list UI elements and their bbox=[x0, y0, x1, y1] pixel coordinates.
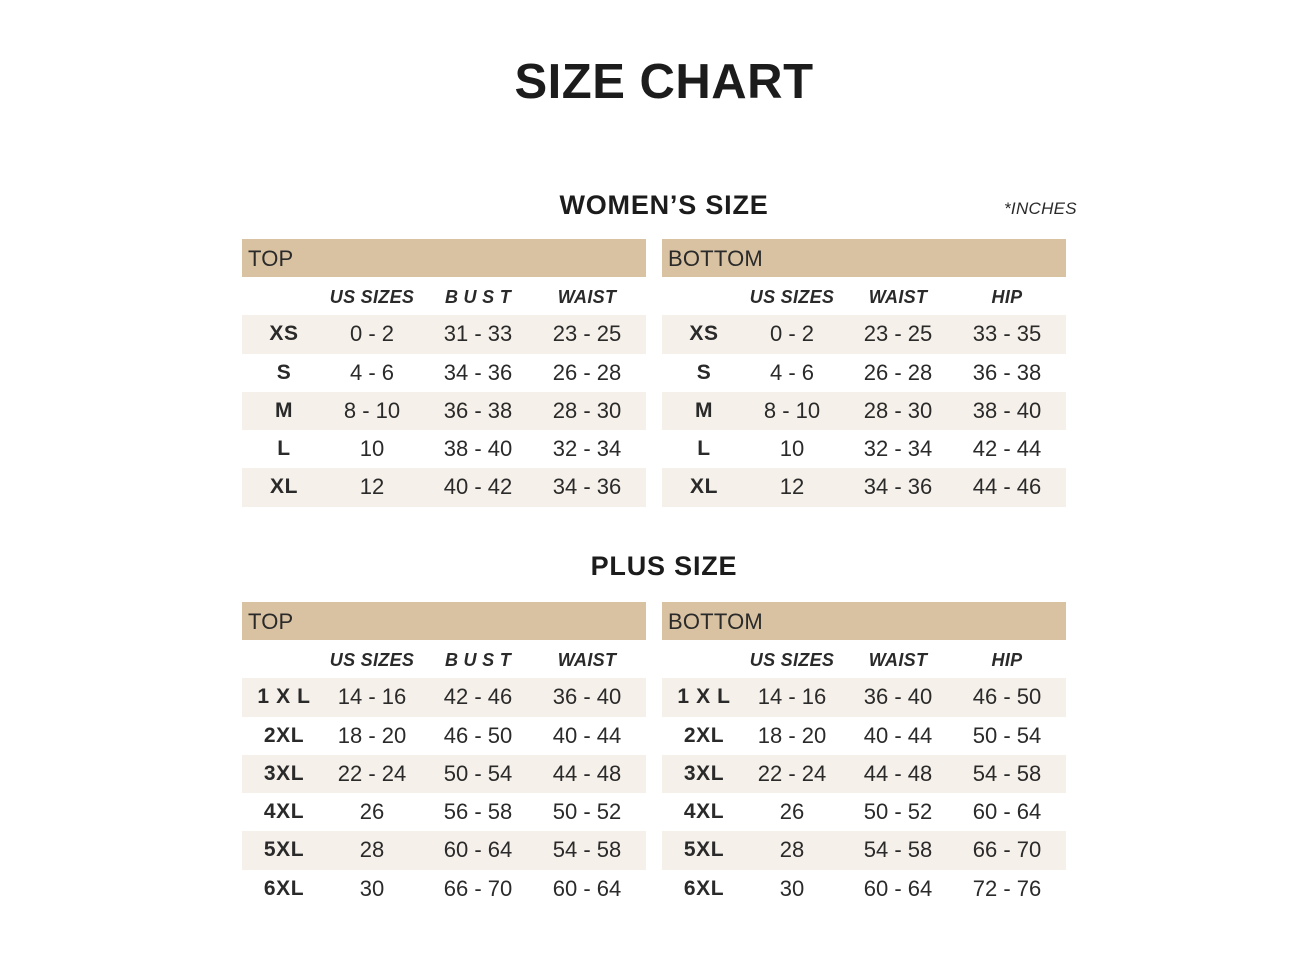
table-cell: 18 - 20 bbox=[337, 722, 407, 748]
table-cell: 14 - 16 bbox=[337, 684, 407, 710]
table-cell: 36 - 40 bbox=[552, 684, 622, 710]
column-header bbox=[242, 640, 326, 678]
table-cell: 8 - 10 bbox=[343, 397, 401, 423]
table-cell: 46 - 50 bbox=[443, 722, 513, 748]
table-cell: 42 - 44 bbox=[972, 436, 1042, 462]
table-cell: 34 - 36 bbox=[863, 474, 933, 500]
womens-top-table bbox=[242, 239, 646, 507]
table-cell: 30 bbox=[779, 875, 805, 901]
table-cell: 60 - 64 bbox=[972, 799, 1042, 825]
womens-bottom-table bbox=[662, 239, 1066, 507]
table-row bbox=[242, 354, 646, 392]
table-header: TOP bbox=[242, 602, 646, 640]
table-row bbox=[242, 870, 646, 908]
table-cell: 38 - 40 bbox=[972, 397, 1042, 423]
table-row bbox=[242, 831, 646, 869]
table-cell: 40 - 42 bbox=[443, 474, 513, 500]
table-row bbox=[662, 831, 1066, 869]
column-header: US SIZES bbox=[749, 287, 835, 307]
table-cell: 36 - 38 bbox=[443, 397, 513, 423]
page-title: SIZE CHART bbox=[514, 55, 814, 109]
table-cell: 30 bbox=[359, 875, 385, 901]
column-header-row bbox=[242, 640, 646, 678]
size-label: L bbox=[277, 437, 291, 461]
table-row bbox=[662, 315, 1066, 353]
size-label: 4XL bbox=[683, 800, 725, 824]
table-row bbox=[662, 793, 1066, 831]
table-row bbox=[662, 354, 1066, 392]
column-header: US SIZES bbox=[329, 650, 415, 670]
plus-size-heading: PLUS SIZE bbox=[590, 551, 738, 581]
column-header: WAIST bbox=[557, 287, 617, 307]
table-cell: 26 - 28 bbox=[552, 359, 622, 385]
table-cell: 22 - 24 bbox=[757, 760, 827, 786]
table-cell: 54 - 58 bbox=[552, 837, 622, 863]
table-cell: 56 - 58 bbox=[443, 799, 513, 825]
column-header: HIP bbox=[991, 287, 1023, 307]
size-label: 6XL bbox=[683, 876, 725, 900]
column-header: WAIST bbox=[868, 650, 928, 670]
size-label: 6XL bbox=[263, 876, 305, 900]
column-header: B U S T bbox=[444, 287, 512, 307]
table-cell: 4 - 6 bbox=[769, 359, 815, 385]
table-cell: 22 - 24 bbox=[337, 760, 407, 786]
table-cell: 0 - 2 bbox=[769, 321, 815, 347]
table-cell: 50 - 54 bbox=[443, 760, 513, 786]
size-label: 2XL bbox=[263, 723, 305, 747]
column-header: HIP bbox=[991, 650, 1023, 670]
size-label: S bbox=[696, 360, 712, 384]
table-row bbox=[662, 392, 1066, 430]
table-cell: 54 - 58 bbox=[972, 760, 1042, 786]
table-cell: 54 - 58 bbox=[863, 837, 933, 863]
table-row bbox=[242, 717, 646, 755]
column-header: WAIST bbox=[868, 287, 928, 307]
table-cell: 60 - 64 bbox=[863, 875, 933, 901]
plus-bottom-table bbox=[662, 602, 1066, 908]
size-label: 5XL bbox=[683, 838, 725, 862]
size-label: 1 X L bbox=[677, 685, 731, 709]
table-row bbox=[242, 315, 646, 353]
table-cell: 60 - 64 bbox=[552, 875, 622, 901]
table-cell: 34 - 36 bbox=[443, 359, 513, 385]
table-row bbox=[662, 717, 1066, 755]
table-cell: 12 bbox=[359, 474, 385, 500]
table-cell: 10 bbox=[359, 436, 385, 462]
table-cell: 46 - 50 bbox=[972, 684, 1042, 710]
table-cell: 40 - 44 bbox=[863, 722, 933, 748]
table-cell: 14 - 16 bbox=[757, 684, 827, 710]
units-note: *INCHES bbox=[1004, 199, 1077, 218]
table-row bbox=[242, 392, 646, 430]
size-label: XS bbox=[689, 322, 719, 346]
table-cell: 26 - 28 bbox=[863, 359, 933, 385]
table-cell: 28 bbox=[779, 837, 805, 863]
table-cell: 28 - 30 bbox=[552, 397, 622, 423]
table-row bbox=[662, 678, 1066, 716]
table-cell: 23 - 25 bbox=[863, 321, 933, 347]
table-row bbox=[242, 468, 646, 506]
table-row bbox=[662, 430, 1066, 468]
plus-top-table bbox=[242, 602, 646, 908]
size-label: M bbox=[274, 398, 294, 422]
size-label: 3XL bbox=[263, 761, 305, 785]
table-cell: 44 - 48 bbox=[863, 760, 933, 786]
column-header: US SIZES bbox=[749, 650, 835, 670]
table-row bbox=[662, 870, 1066, 908]
table-cell: 4 - 6 bbox=[349, 359, 395, 385]
size-label: XL bbox=[269, 475, 299, 499]
column-header-row bbox=[242, 277, 646, 315]
table-row bbox=[242, 678, 646, 716]
table-cell: 66 - 70 bbox=[443, 875, 513, 901]
column-header-row bbox=[662, 640, 1066, 678]
table-cell: 8 - 10 bbox=[763, 397, 821, 423]
table-header: TOP bbox=[242, 239, 646, 277]
table-cell: 36 - 38 bbox=[972, 359, 1042, 385]
table-cell: 28 bbox=[359, 837, 385, 863]
table-cell: 26 bbox=[779, 799, 805, 825]
column-header bbox=[662, 640, 746, 678]
column-header: US SIZES bbox=[329, 287, 415, 307]
table-cell: 44 - 46 bbox=[972, 474, 1042, 500]
size-label: XL bbox=[689, 475, 719, 499]
column-header: WAIST bbox=[557, 650, 617, 670]
table-row bbox=[662, 468, 1066, 506]
size-label: 4XL bbox=[263, 800, 305, 824]
size-label: 1 X L bbox=[257, 685, 311, 709]
table-cell: 44 - 48 bbox=[552, 760, 622, 786]
table-cell: 33 - 35 bbox=[972, 321, 1042, 347]
table-cell: 12 bbox=[779, 474, 805, 500]
table-cell: 42 - 46 bbox=[443, 684, 513, 710]
womens-size-heading: WOMEN’S SIZE bbox=[559, 190, 769, 220]
table-cell: 50 - 52 bbox=[863, 799, 933, 825]
table-header: BOTTOM bbox=[662, 602, 1066, 640]
table-cell: 36 - 40 bbox=[863, 684, 933, 710]
table-cell: 26 bbox=[359, 799, 385, 825]
size-label: 2XL bbox=[683, 723, 725, 747]
table-cell: 31 - 33 bbox=[443, 321, 513, 347]
size-label: 3XL bbox=[683, 761, 725, 785]
table-cell: 40 - 44 bbox=[552, 722, 622, 748]
size-label: S bbox=[276, 360, 292, 384]
table-row bbox=[662, 755, 1066, 793]
size-label: M bbox=[694, 398, 714, 422]
column-header: B U S T bbox=[444, 650, 512, 670]
table-cell: 0 - 2 bbox=[349, 321, 395, 347]
table-header: BOTTOM bbox=[662, 239, 1066, 277]
table-cell: 32 - 34 bbox=[552, 436, 622, 462]
table-cell: 50 - 54 bbox=[972, 722, 1042, 748]
table-cell: 32 - 34 bbox=[863, 436, 933, 462]
table-cell: 72 - 76 bbox=[972, 875, 1042, 901]
size-label: L bbox=[697, 437, 711, 461]
table-cell: 38 - 40 bbox=[443, 436, 513, 462]
table-row bbox=[242, 430, 646, 468]
table-cell: 50 - 52 bbox=[552, 799, 622, 825]
column-header-row bbox=[662, 277, 1066, 315]
table-cell: 28 - 30 bbox=[863, 397, 933, 423]
table-cell: 10 bbox=[779, 436, 805, 462]
column-header bbox=[662, 277, 746, 315]
table-cell: 34 - 36 bbox=[552, 474, 622, 500]
table-cell: 18 - 20 bbox=[757, 722, 827, 748]
table-row bbox=[242, 793, 646, 831]
size-label: 5XL bbox=[263, 838, 305, 862]
table-cell: 60 - 64 bbox=[443, 837, 513, 863]
table-cell: 66 - 70 bbox=[972, 837, 1042, 863]
table-cell: 23 - 25 bbox=[552, 321, 622, 347]
size-label: XS bbox=[269, 322, 299, 346]
table-row bbox=[242, 755, 646, 793]
column-header bbox=[242, 277, 326, 315]
